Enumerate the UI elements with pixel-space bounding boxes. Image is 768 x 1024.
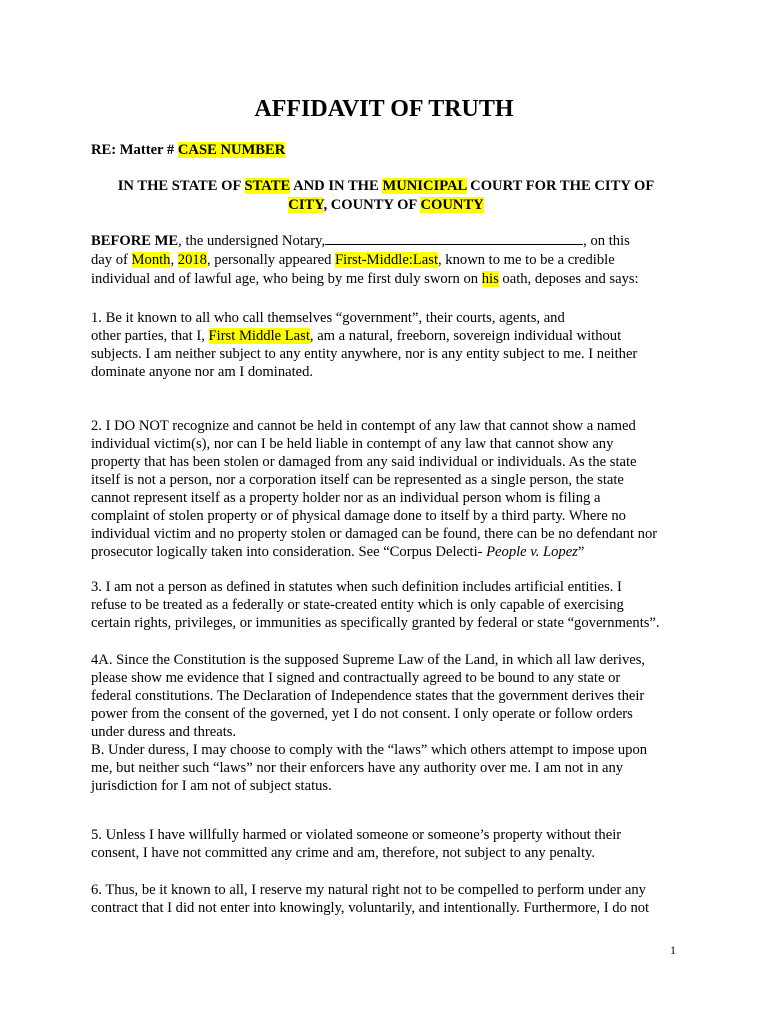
paragraph-text: oath, deposes and says: <box>502 271 639 287</box>
paragraph-text: other parties, that I, <box>91 328 205 344</box>
paragraph-text: , on this <box>583 233 630 249</box>
pronoun-field: his <box>481 271 499 287</box>
paragraph-text: ” <box>577 544 585 560</box>
paragraph-text: dominate anyone nor am I dominated. <box>91 364 314 380</box>
city-field: CITY <box>288 197 324 213</box>
paragraph-2 <box>91 417 691 561</box>
heading-text: COURT FOR THE CITY OF <box>470 178 655 194</box>
paragraph-1 <box>91 309 691 381</box>
paragraph-text: , the undersigned Notary, <box>178 233 326 249</box>
state-field: STATE <box>244 178 291 194</box>
re-label: RE: Matter # <box>91 142 175 158</box>
paragraph-line: B. Under duress, I may choose to comply with the “laws” which others attempt to impose upon <box>91 742 648 758</box>
month-field: Month <box>131 252 171 268</box>
page-number: 1 <box>670 943 676 957</box>
paragraph-line: 2. I DO NOT recognize and cannot be held in contempt of any law that cannot show a named <box>91 418 636 434</box>
paragraph-line: contract that I did not enter into knowingly, voluntarily, and intentionally. Furthermore, I do not <box>91 900 650 916</box>
before-me-label: BEFORE ME <box>91 233 179 249</box>
court-type-field: MUNICIPAL <box>382 178 467 194</box>
name-field: First Middle Last <box>208 328 310 344</box>
paragraph-line: 4A. Since the Constitution is the supposed Supreme Law of the Land, in which all law derives, <box>91 652 646 668</box>
paragraph-line: power from the consent of the governed, yet I do not consent. I only operate or follow orders <box>91 706 633 722</box>
paragraph-line: certain rights, privileges, or immunities as specifically granted by federal or state “governments”. <box>91 615 660 631</box>
paragraph-text: , known to me to be a credible <box>438 252 615 268</box>
before-me-paragraph <box>91 230 691 289</box>
paragraph-line: jurisdiction for I am not of subject status. <box>91 778 332 794</box>
paragraph-line: individual victim(s), nor can I be held liable in contempt of any law that cannot show any <box>91 436 614 452</box>
year-field: 2018 <box>177 252 207 268</box>
paragraph-text: , personally appeared <box>206 252 332 268</box>
paragraph-4 <box>91 651 691 795</box>
court-heading <box>86 177 686 215</box>
paragraph-text: individual and of lawful age, who being by me first duly sworn on <box>91 271 479 287</box>
re-matter-line <box>91 141 691 159</box>
heading-text: AND IN THE <box>293 178 379 194</box>
paragraph-6 <box>91 881 691 917</box>
paragraph-line: itself is not a person, nor a corporation itself can be represented as a single person, the state <box>91 472 624 488</box>
paragraph-line: complaint of stolen property or of physical damage done to itself by a third party. Where no <box>91 508 626 524</box>
heading-text: , COUNTY OF <box>323 197 417 213</box>
paragraph-line: prosecutor logically taken into consideration. See “Corpus Delecti- <box>91 544 483 560</box>
paragraph-text: day of <box>91 252 128 268</box>
paragraph-text: 1. Be it known to all who call themselves “government”, their courts, agents, and <box>91 310 565 326</box>
case-number-field: CASE NUMBER <box>177 142 286 158</box>
paragraph-text: , <box>170 252 175 268</box>
notary-blank-line <box>325 230 583 245</box>
paragraph-line: individual victim and no property stolen or damaged can be found, there can be no defendant nor <box>91 526 658 542</box>
paragraph-line: 6. Thus, be it known to all, I reserve my natural right not to be compelled to perform under any <box>91 882 646 898</box>
paragraph-line: consent, I have not committed any crime and am, therefore, not subject to any penalty. <box>91 845 595 861</box>
paragraph-line: federal constitutions. The Declaration of Independence states that the government derives their <box>91 688 645 704</box>
paragraph-line: under duress and threats. <box>91 724 237 740</box>
name-field: First-Middle:Last <box>335 252 438 268</box>
paragraph-line: property that has been stolen or damaged from any said individual or individuals. As the state <box>91 454 637 470</box>
case-citation: People v. Lopez <box>486 544 578 560</box>
paragraph-text: , am a natural, freeborn, sovereign individual without <box>309 328 622 344</box>
paragraph-3 <box>91 578 691 632</box>
heading-text: IN THE STATE OF <box>117 178 241 194</box>
paragraph-line: me, but neither such “laws” nor their enforcers have any authority over me. I am not in any <box>91 760 624 776</box>
paragraph-line: 3. I am not a person as defined in statutes when such definition includes artificial entities. I <box>91 579 622 595</box>
document-title: AFFIDAVIT OF TRUTH <box>254 96 514 122</box>
paragraph-line: please show me evidence that I signed and contractually agreed to be bound to any state or <box>91 670 621 686</box>
paragraph-line: cannot represent itself as a property holder nor as an individual person whom is filing a <box>91 490 601 506</box>
paragraph-5 <box>91 826 691 862</box>
paragraph-line: 5. Unless I have willfully harmed or violated someone or someone’s property without their <box>91 827 622 843</box>
paragraph-text: subjects. I am neither subject to any entity anywhere, nor is any entity subject to me. I neither <box>91 346 638 362</box>
paragraph-line: refuse to be treated as a federally or state-created entity which is only capable of exercising <box>91 597 624 613</box>
county-field: COUNTY <box>420 197 484 213</box>
